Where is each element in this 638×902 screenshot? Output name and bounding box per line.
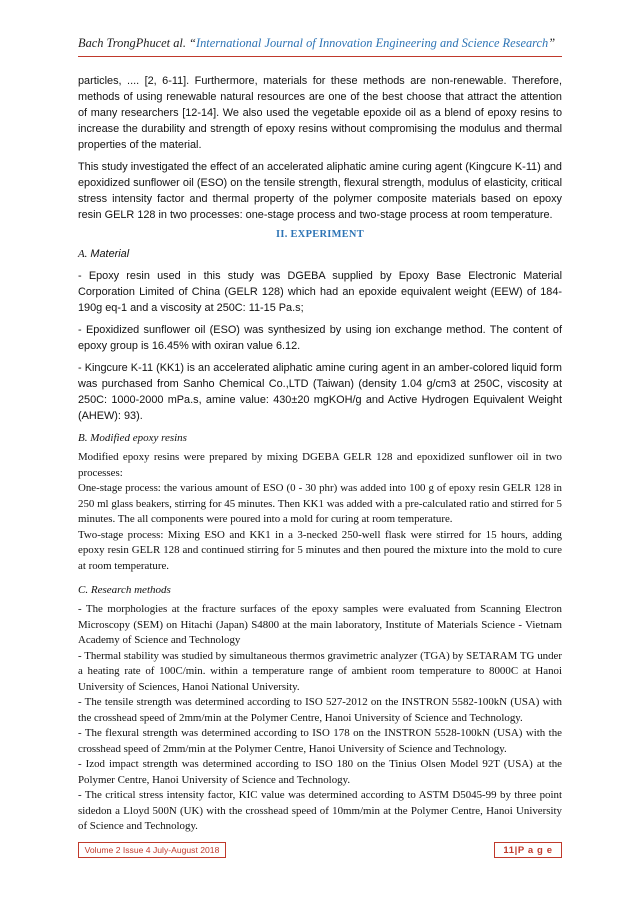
header-authors: Bach TrongPhucet al. (78, 36, 186, 50)
methods-item: - The morphologies at the fracture surfaces of the epoxy samples were evaluated from Scanning Electron Microscopy (SEM) on Hitachi (Japan) S4800 at the main laboratory, Institute of Materials Science - Vietnam Academy of Science and Technology (78, 603, 562, 646)
footer-volume-box (78, 842, 226, 858)
subsection-title: Research methods (90, 584, 171, 596)
methods-item: - Izod impact strength was determined according to ISO 180 on the Tinius Olsen Model 92T (USA) at the Polymer Centre, Hanoi University of Science and Technology. (78, 758, 562, 786)
intro-paragraph-2: This study investigated the effect of an accelerated aliphatic amine curing agent (Kingcure K-11) and epoxidized sunflower oil (ESO) on the tensile strength, flexural strength, modulus of elasticity, critical stress intensity factor and thermal property of the polymer composite materials based on epoxy resin GELR 128 in two processes: one-stage process and two-stage process at room temperature. (78, 161, 562, 221)
methods-item: - Thermal stability was studied by simultaneous thermos gravimetric analyzer (TGA) by SETARAM TG under a heating rate of 100C/min. within a temperature range of ambient room temperature to 8000C at Hanoi University of Sciences, Hanoi National University. (78, 649, 562, 693)
subsection-heading-modified (78, 430, 562, 446)
subsection-letter: C. (78, 584, 89, 596)
modified-paragraph: One-stage process: the various amount of ESO (0 - 30 phr) was added into 100 g of epoxy resin GELR 128 in 250 ml glass beakers, stirring for 45 minutes. Then KK1 was added with a pre-calculated ratio and stirred for 5 minutes. The all components were poured into a mold for curing at room temperature. (78, 482, 562, 525)
footer-volume: Volume 2 Issue 4 July-August 2018 (84, 845, 220, 855)
subsection-title: Material (90, 248, 130, 260)
subsection-title: Modified epoxy resins (90, 432, 187, 444)
subsection-heading-methods (78, 582, 562, 598)
header-close-quote: ” (548, 36, 556, 50)
section-heading-experiment (78, 229, 562, 240)
subsection-heading-material (78, 246, 562, 262)
header-journal-name: International Journal of Innovation Engineering and Science Research (195, 36, 549, 50)
page-body (78, 73, 562, 835)
subsection-letter: B. (78, 432, 88, 444)
methods-item: - The critical stress intensity factor, KIC value was determined according to ASTM D5045-99 by three point sidedon a Lloyd 500N (UK) with the crosshead speed of 10mm/min at the Polymer Centre, Hanoi University of Science and Technology. (78, 789, 562, 832)
material-item: - Kingcure K-11 (KK1) is an accelerated aliphatic amine curing agent in an amber-colored liquid form was purchased from Sanho Chemical Co.,LTD (Taiwan) (density 1.04 g/cm3 at 250C, viscosity at 250C: 1000-2000 mPa.s, amine value: 430±20 mgKOH/g and Active Hydrogen Equivalent Weight (AHEW): 93). (78, 362, 562, 422)
modified-paragraph: Modified epoxy resins were prepared by mixing DGEBA GELR 128 and epoxidized sunflower oil in two processes: (78, 451, 562, 479)
methods-item: - The tensile strength was determined according to ISO 527-2012 on the INSTRON 5582-100kN (USA) with the crosshead speed of 2mm/min at the Polymer Centre, Hanoi University of Science and Technology. (78, 696, 562, 724)
header-rule (78, 56, 562, 57)
methods-item: - The flexural strength was determined according to ISO 178 on the INSTRON 5528-100kN (USA) with the crosshead speed of 2mm/min at the Polymer Centre, Hanoi University of Science and Technology. (78, 727, 562, 755)
material-item: - Epoxidized sunflower oil (ESO) was synthesized by using ion exchange method. The content of epoxy group is 16.45% with oxiran value 6.12. (78, 324, 562, 352)
header-open-quote: “ (185, 36, 196, 50)
modified-paragraph: Two-stage process: Mixing ESO and KK1 in a 3-necked 250-well flask were stirred for 15 hours, adding epoxy resin GELR 128 and continued stirring for 5 minutes and then poured the mixture into the mold to cure at room temperature. (78, 528, 562, 572)
intro-paragraph-1: particles, .... [2, 6-11]. Furthermore, materials for these methods are non-renewable. Therefore, methods of using renewable natural resources are one of the best choose that attract the attention of many researchers [12-14]. We also used the vegetable epoxide oil as a blend of epoxy resins to increase the durability and strength of epoxy resins without compromising the modulus and thermal properties of the material. (78, 75, 562, 151)
running-header (78, 36, 562, 51)
material-item: - Epoxy resin used in this study was DGEBA supplied by Epoxy Base Electronic Material Corporation Limited of China (GELR 128) which had an epoxide equivalent weight (EEW) of 184-190g eq-1 and a viscosity at 250C: 11-15 Pa.s; (78, 270, 562, 314)
section-number: II. (276, 229, 288, 240)
footer-page-number: 11|P a g e (503, 844, 553, 856)
footer-page-box (494, 842, 562, 858)
section-title: EXPERIMENT (290, 229, 364, 240)
subsection-letter: A. (78, 248, 88, 260)
